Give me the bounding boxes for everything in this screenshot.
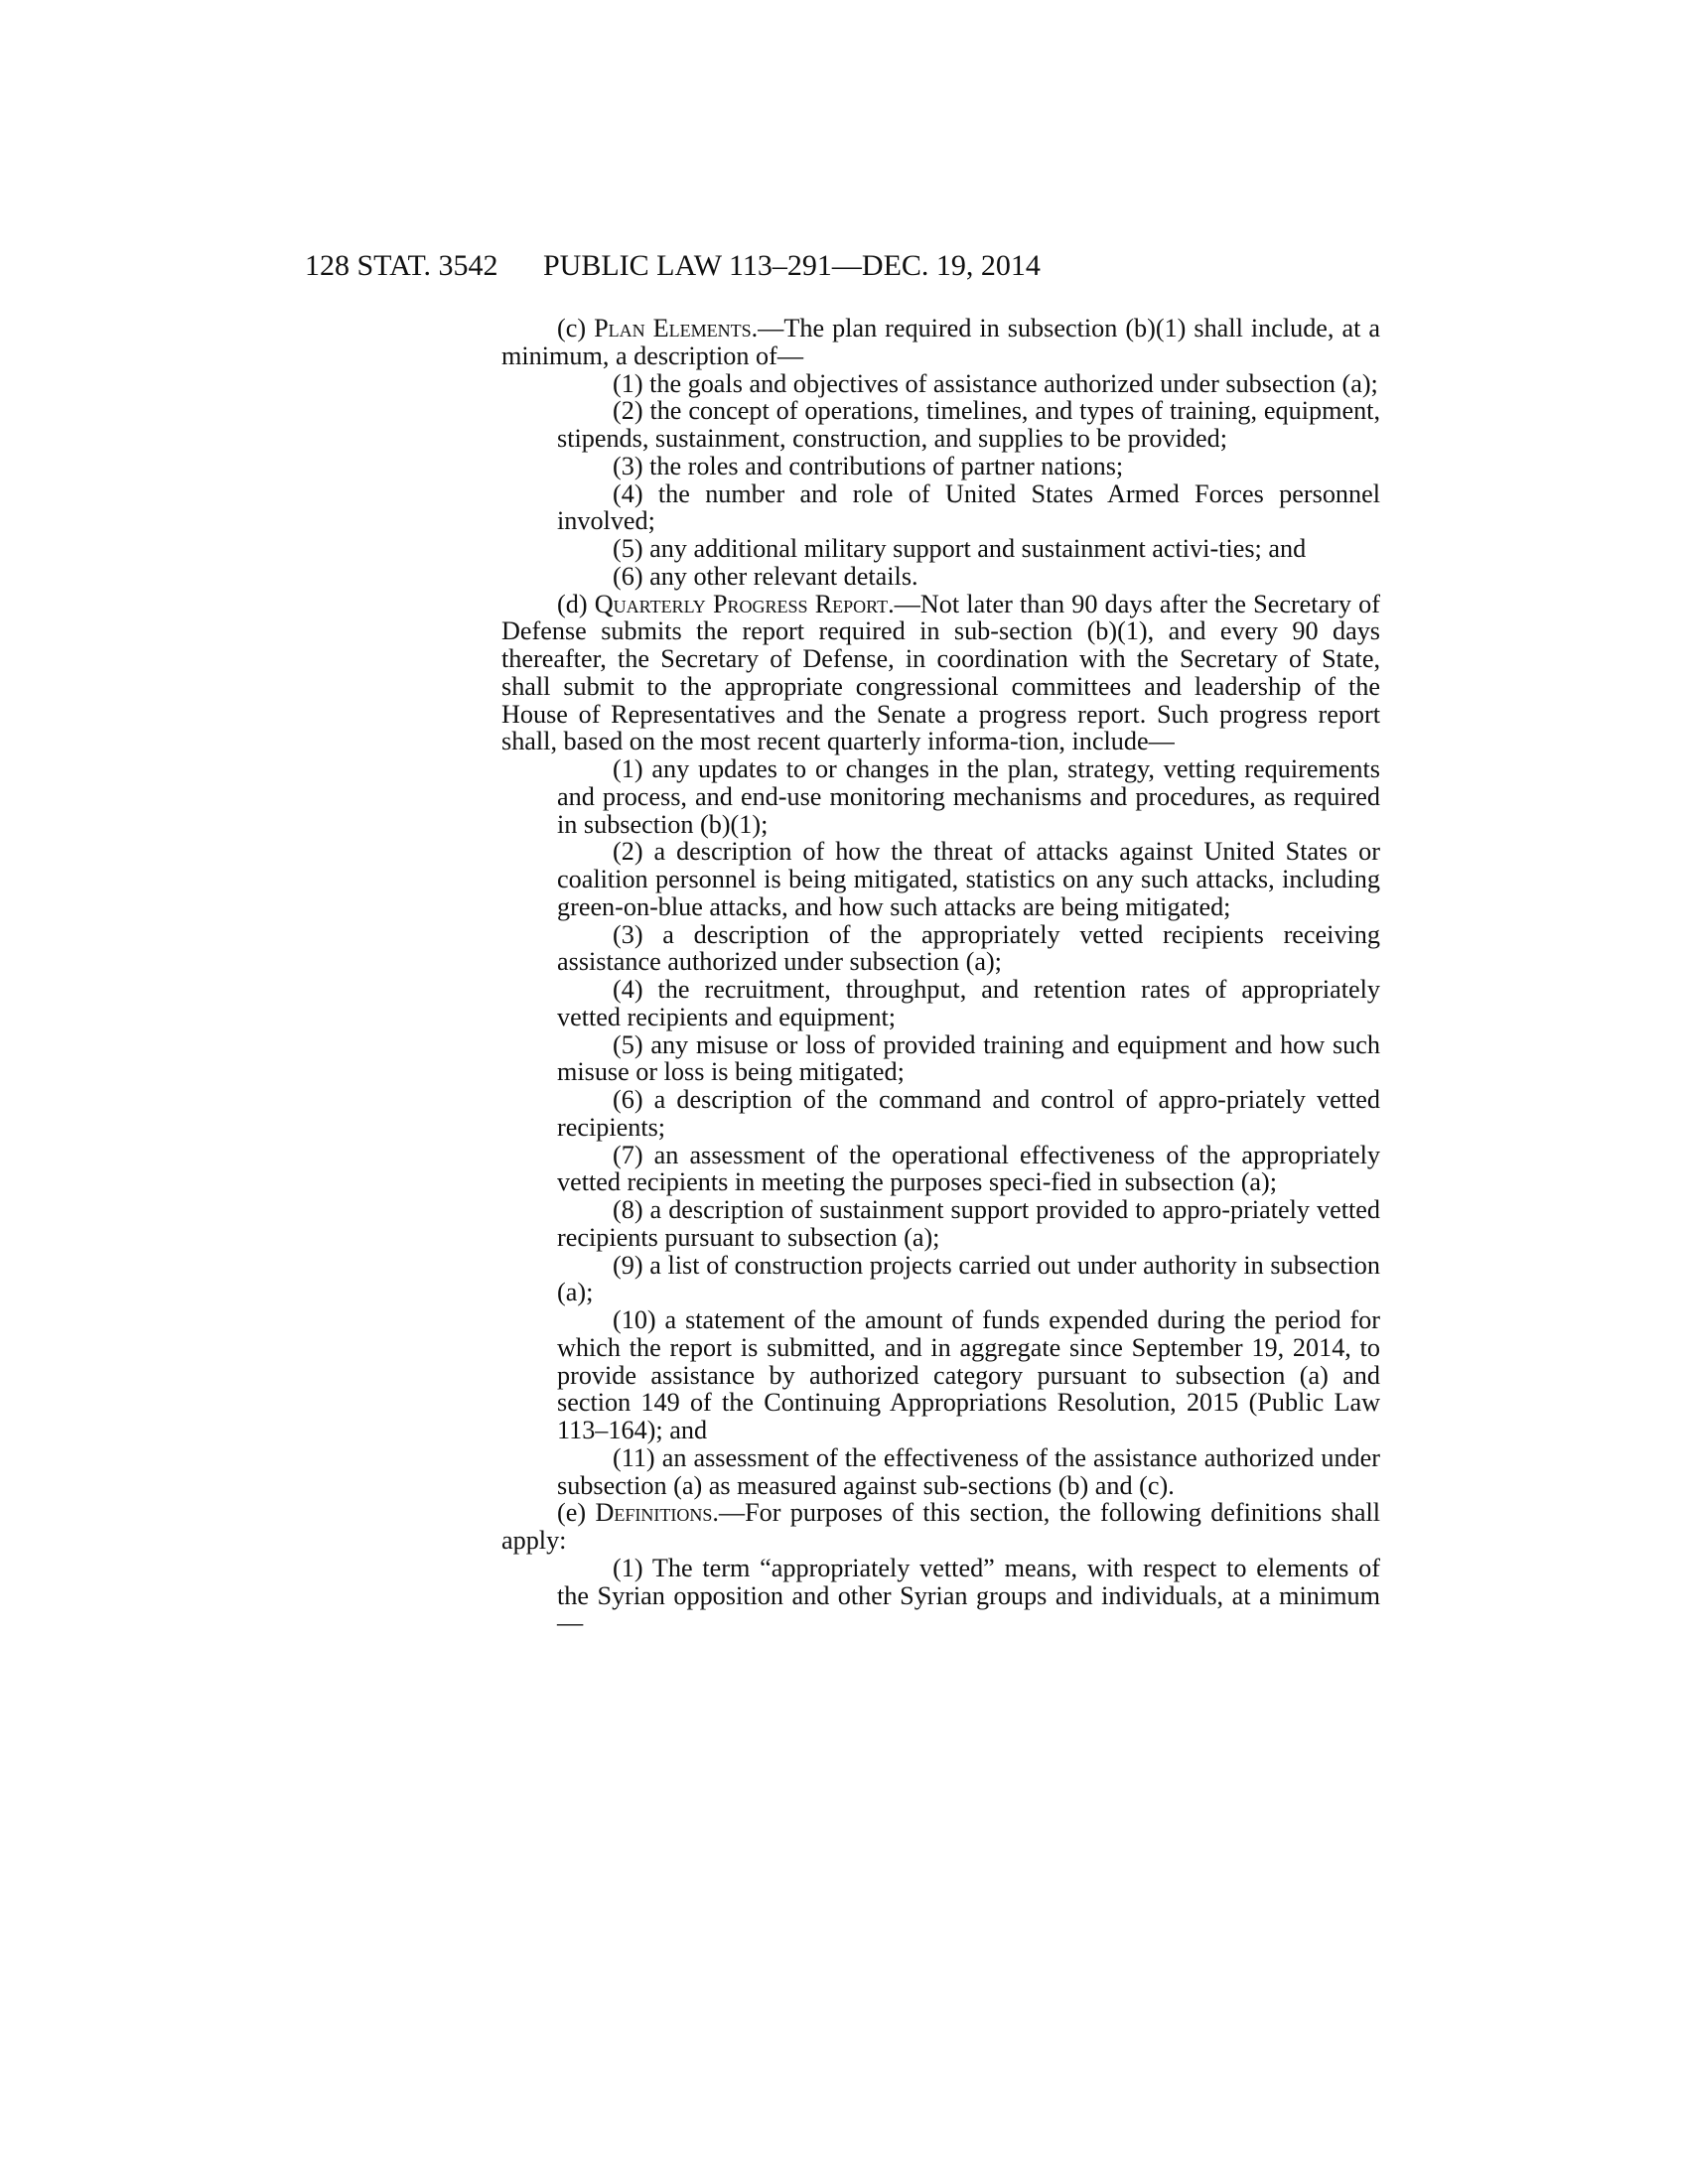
section-e-intro [501,1499,1380,1555]
page-header [305,246,1218,286]
statute-body [501,315,1380,1637]
section-c-heading: Plan Elements [594,314,752,342]
section-c-item-5: (5) any additional military support and sustainment activi-ties; and [613,534,1307,563]
section-d-intro [501,591,1380,756]
section-c-item-6: (6) any other relevant details. [613,561,918,591]
section-d-item-9: (9) a list of construction projects carried out under authority in subsection (a); [557,1250,1380,1307]
section-c-item-2: (2) the concept of operations, timelines, and types of training, equipment, stipends, sustainment, construction, and supplies to be provided; [557,396,1380,453]
section-e-heading: Definitions [595,1498,713,1528]
section-d-item-7: (7) an assessment of the operational effectiveness of the appropriately vetted recipients in meeting the purposes speci-fied in subsection (a); [557,1140,1380,1197]
section-e-text: .—For purposes of this section, the following definitions shall apply: [501,1498,1381,1555]
section-c-item-3: (3) the roles and contributions of partner nations; [613,451,1124,480]
section-d-heading: Quarterly Progress Report [594,589,889,618]
section-e-item-1: (1) The term “appropriately vetted” means, with respect to elements of the Syrian opposition and other Syrian groups and individuals, at a minimum— [557,1553,1380,1638]
section-d-item-11: (11) an assessment of the effectiveness of the assistance authorized under subsection (a) as measured against sub-sections (b) and (c). [557,1442,1380,1500]
section-e-label: (e) [557,1498,587,1528]
section-d-item-3: (3) a description of the appropriately vetted recipients receiving assistance authorized under subsection (a); [557,919,1380,977]
section-d-item-4: (4) the recruitment, throughput, and retention rates of appropriately vetted recipients and equipment; [557,975,1380,1031]
section-d-item-8: (8) a description of sustainment support provided to appro-priately vetted recipients pursuant to subsection (a); [557,1195,1380,1252]
section-d-item-5: (5) any misuse or loss of provided training and equipment and how such misuse or loss is being mitigated; [557,1029,1380,1087]
section-d-item-1: (1) any updates to or changes in the plan, strategy, vetting requirements and process, and end-use monitoring mechanisms and procedures, as required in subsection (b)(1); [557,754,1380,839]
section-c-label: (c) [557,314,587,342]
stat-reference: 128 STAT. 3542 [305,249,498,282]
section-c-intro [501,315,1380,370]
section-d-item-6: (6) a description of the command and control of appro-priately vetted recipients; [557,1085,1380,1142]
section-d-item-10: (10) a statement of the amount of funds expended during the period for which the report is submitted, and in aggregate since September 19, 2014, to provide assistance by authorized category pursuant to subsection (a) and section 149 of the Continuing Appropriations Resolution, 2015 (Public Law 113–164); and [557,1305,1380,1444]
section-c-item-4: (4) the number and role of United States Armed Forces personnel involved; [557,478,1380,536]
section-d-label: (d) [557,589,588,618]
section-c-item-1: (1) the goals and objectives of assistance authorized under subsection (a); [613,368,1378,398]
public-law-reference: PUBLIC LAW 113–291—DEC. 19, 2014 [543,249,1041,282]
section-d-text: .—Not later than 90 days after the Secretary of Defense submits the report required in sub-section (b)(1), and every 90 days thereafter, the Secretary of Defense, in coordination with the Secretary of State, shall submit to the appropriate congressional committees and leadership of the House of Representatives and the Senate a progress report. Such progress report shall, based on the most recent quarterly informa-tion, include— [501,589,1381,756]
section-d-item-2: (2) a description of how the threat of attacks against United States or coalition personnel is being mitigated, statistics on any such attacks, including green-on-blue attacks, and how such attacks are being mitigated; [557,837,1380,921]
section-c-text: .—The plan required in subsection (b)(1) shall include, at a minimum, a description of— [501,314,1380,370]
